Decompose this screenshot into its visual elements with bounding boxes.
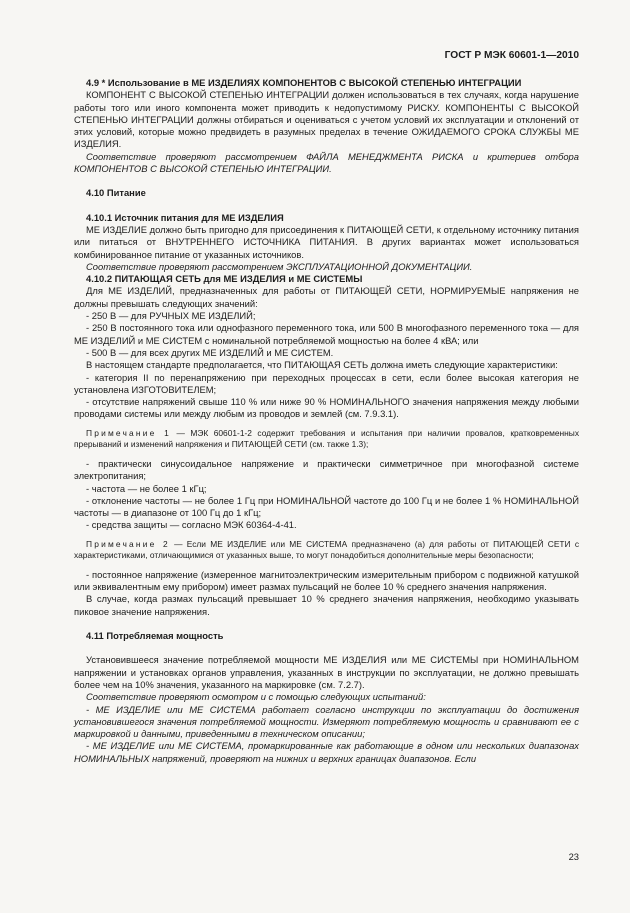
list-item: - практически синусоидальное напряжение и практически симметричное при многофазной системе электропитания; [74,457,579,482]
page-number: 23 [568,850,579,862]
list-item: - 500 В — для всех других МЕ ИЗДЕЛИЙ и МЕ СИСТЕМ. [86,346,334,358]
section-4-10-heading: 4.10 Питание [86,187,146,199]
document-body [74,77,579,765]
list-item: - отклонение частоты — не более 1 Гц при НОМИНАЛЬНОЙ частоте до 100 Гц и не более 1 % НОМИНАЛЬНОЙ частоты — в диапазоне от 100 Гц до 1 кГц; [74,494,579,519]
note-1 [74,428,579,451]
section-4-11-paragraph: Установившееся значение потребляемой мощности МЕ ИЗДЕЛИЯ или МЕ СИСТЕМЫ при НОМИНАЛЬНОМ напряжении и установках органов управления, указанных в инструкции по эксплуатации, не должно превышать более чем на 10% значения, указанного на маркировке (см. 7.2.7). [74,654,579,690]
note-2 [74,539,579,562]
section-4-10-2-paragraph: В случае, когда размах пульсаций превышает 10 % среднего значения напряжения, необходимо указывать пиковое значение напряжения. [74,593,579,617]
section-4-10-2-heading: 4.10.2 ПИТАЮЩАЯ СЕТЬ для МЕ ИЗДЕЛИЯ и МЕ СИСТЕМЫ [86,273,363,285]
list-item: - 250 В постоянного тока или однофазного переменного тока, или 500 В многофазного переменного тока — для МЕ ИЗДЕЛИЙ и МЕ СИСТЕМ с номинальной потребляемой мощностью на более 4 кВА; или [74,322,579,346]
list-item: - частота — не более 1 кГц; [86,482,207,494]
list-item: - МЕ ИЗДЕЛИЕ или МЕ СИСТЕМА, промаркированные как работающие в одном или нескольких диапазонах НОМИНАЛЬНЫХ напряжений, проверяют на нижних и верхних границах диапазонов. Если [74,740,579,764]
list-item: - средства защиты — согласно МЭК 60364-4-41. [86,519,297,531]
document-id: ГОСТ Р МЭК 60601-1—2010 [444,50,579,61]
note-text: — Если МЕ ИЗДЕЛИЕ или МЕ СИСТЕМА предназначено (а) для работы от ПИТАЮЩЕЙ СЕТИ с характеристиками, отличающимися от указанных выше, то могут понадобиться дополнительные меры безопасности; [74,538,580,561]
note-label: Примечание 1 [86,427,172,438]
note-label: Примечание 2 [86,538,170,549]
list-item: - отсутствие напряжений свыше 110 % или ниже 90 % НОМИНАЛЬНОГО значения напряжения между любыми проводами системы или между любым из проводов и землей (см. 7.9.3.1). [74,396,579,420]
section-4-10-1-compliance: Соответствие проверяют рассмотрением ЭКСПЛУАТАЦИОННОЙ ДОКУМЕНТАЦИИ. [86,260,473,272]
section-4-9-heading: 4.9 * Использование в МЕ ИЗДЕЛИЯХ КОМПОНЕНТОВ С ВЫСОКОЙ СТЕПЕНЬЮ ИНТЕГРАЦИИ [86,77,522,88]
list-item: - 250 В — для РУЧНЫХ МЕ ИЗДЕЛИЙ; [86,310,256,322]
list-item: - категория II по перенапряжению при переходных процессах в сети, если более высокая категория не установлена ИЗГОТОВИТЕЛЕМ; [74,371,579,395]
list-item: - МЕ ИЗДЕЛИЕ или МЕ СИСТЕМА работает согласно инструкции по эксплуатации до достижения установившегося значения потребляемой мощности. Измеряют потребляемую мощность и сравнивают ее с маркировкой и данными, приведенными в техническом описании; [74,703,579,740]
section-4-10-1-heading: 4.10.1 Источник питания для МЕ ИЗДЕЛИЯ [86,211,284,223]
note-text: — МЭК 60601-1-2 содержит требования и испытания при наличии провалов, кратковременных прерываний и изменений напряжения и ПИТАЮЩЕЙ СЕТИ (см. также 1.3); [74,427,580,450]
section-4-9-paragraph: КОМПОНЕНТ С ВЫСОКОЙ СТЕПЕНЬЮ ИНТЕГРАЦИИ должен использоваться в тех случаях, когда нарушение работы того или иного компонента может приводить к недопустимому РИСКУ. КОМПОНЕНТЫ С ВЫСОКОЙ СТЕПЕНЬЮ ИНТЕГРАЦИИ должны отбираться и оцениваться с учетом условий их эксплуатации и отклонений от этих условий, которые можно предвидеть в разумных пределах в течение ОЖИДАЕМОГО СРОКА СЛУЖБЫ МЕ ИЗДЕЛИЯ. [74,89,579,150]
list-item: - постоянное напряжение (измеренное магнитоэлектрическим измерительным прибором с подвижной катушкой или эквивалентным ему прибором) имеет размах пульсаций не более 10 % среднего значения напряжения. [74,568,579,593]
section-4-10-1-paragraph: МЕ ИЗДЕЛИЕ должно быть пригодно для присоединения к ПИТАЮЩЕЙ СЕТИ, к отдельному источнику питания или питаться от ВНУТРЕННЕГО ИСТОЧНИКА ПИТАНИЯ. В других вариантах может использоваться комбинированное питание от указанных источников. [74,223,579,260]
section-4-10-2-paragraph: В настоящем стандарте предполагается, что ПИТАЮЩАЯ СЕТЬ должна иметь следующие характеристики: [86,359,558,371]
section-4-9-compliance: Соответствие проверяют рассмотрением ФАЙЛА МЕНЕДЖМЕНТА РИСКА и критериев отбора КОМПОНЕНТОВ С ВЫСОКОЙ СТЕПЕНЬЮ ИНТЕГРАЦИИ. [74,150,579,175]
section-4-11-heading: 4.11 Потребляемая мощность [86,630,224,642]
section-4-11-compliance: Соответствие проверяют осмотром и с помощью следующих испытаний: [86,691,426,703]
section-4-10-2-paragraph: Для МЕ ИЗДЕЛИЙ, предназначенных для работы от ПИТАЮЩЕЙ СЕТИ, НОРМИРУЕМЫЕ напряжения не должны превышать следующих значений: [74,285,579,309]
